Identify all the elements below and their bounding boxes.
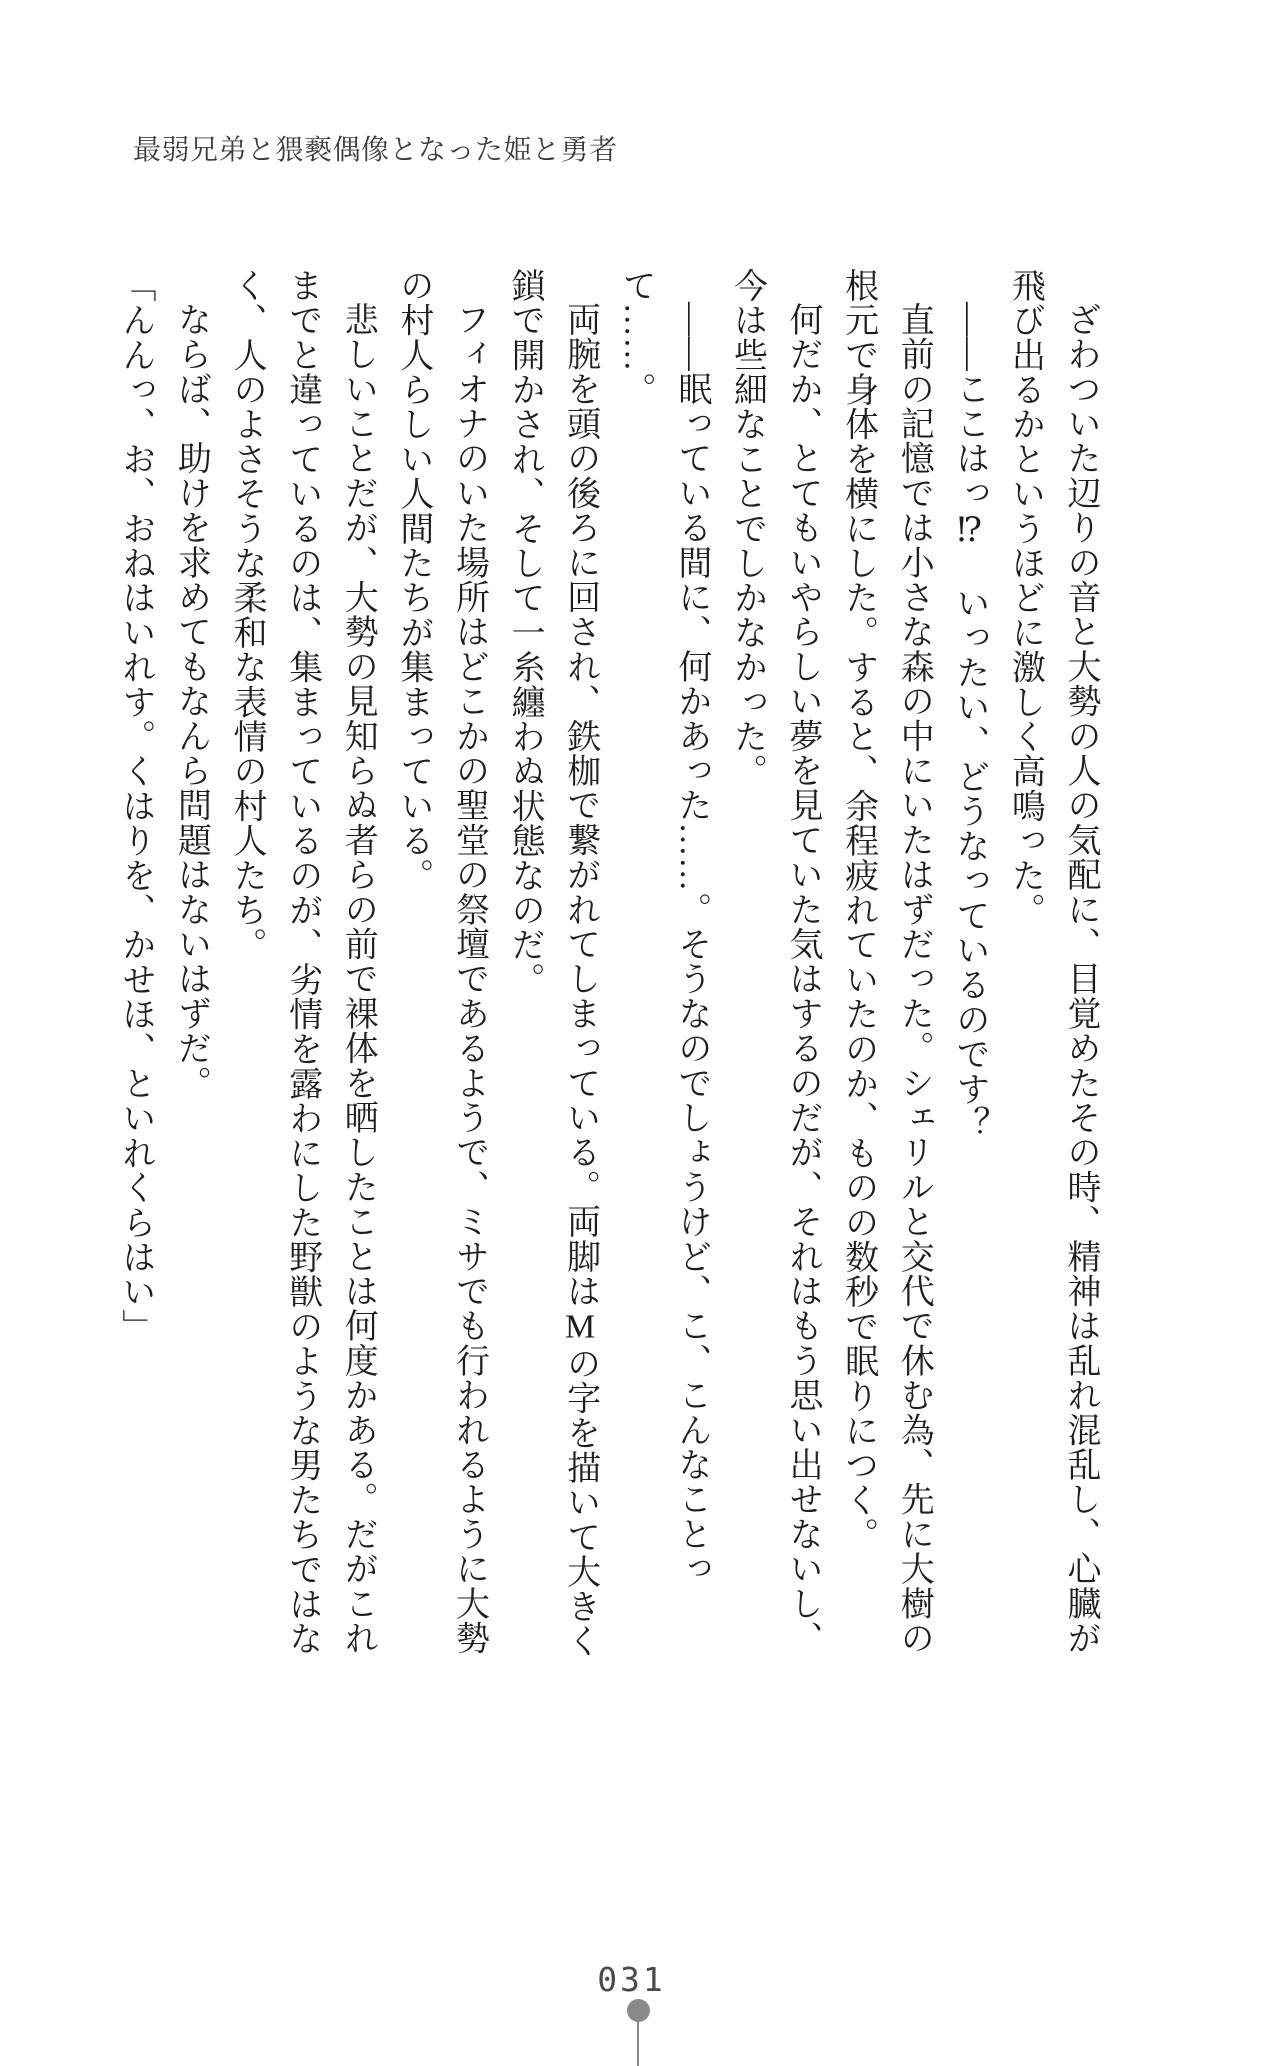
page-number: 031 bbox=[597, 1960, 666, 1999]
paragraph: フィオナのいた場所はどこかの聖堂の祭壇であるようで、ミサでも行われるように大勢の村人らしい人間たちが集まっている。 bbox=[394, 268, 488, 1656]
paragraph: 悲しいことだが、大勢の見知らぬ者らの前で裸体を晒したことは何度かある。だがこれまでと違っているのは、集まっているのが、劣情を露わにした野獣のような男たちではなく、人のよさそうな柔和な表情の村人たち。 bbox=[228, 268, 377, 1656]
running-title: 最弱兄弟と猥褻偶像となった姫と勇者 bbox=[133, 135, 618, 166]
paragraph: ならば、助けを求めてもなんら問題はないはずだ。 bbox=[172, 302, 210, 1101]
footer-line-icon bbox=[637, 2012, 639, 2066]
paragraph: ――ここはっ⁉ いったい、どうなっているのです？ bbox=[950, 302, 988, 1141]
paragraph: ――眠っている間に、何かあった……。そうなのでしょうけど、こ、こんなことって……。 bbox=[617, 268, 710, 1586]
main-text-block bbox=[107, 268, 1108, 1660]
paragraph: ざわついた辺りの音と大勢の人の気配に、目覚めたその時、精神は乱れ混乱し、心臓が飛び出るかというほどに激しく高鳴った。 bbox=[1006, 268, 1099, 1656]
paragraph-dialogue: 「んんっ、お、おねはいれす。くはりを、かせほ、といれくらはい」 bbox=[116, 268, 154, 1344]
paragraph: 直前の記憶では小さな森の中にいたはずだった。シェリルと交代で休む為、先に大樹の根元で身体を横にした。すると、余程疲れていたのか、ものの数秒で眠りにつく。 bbox=[839, 268, 933, 1656]
paragraph: 両腕を頭の後ろに回され、鉄枷で繋がれてしまっている。両脚はMの字を描いて大きく鎖で開かされ、そして一糸纏わぬ状態なのだ。 bbox=[506, 268, 599, 1659]
paragraph: 何だか、とてもいやらしい夢を見ていた気はするのだが、それはもう思い出せないし、今は些細なことでしかなかった。 bbox=[728, 268, 822, 1656]
